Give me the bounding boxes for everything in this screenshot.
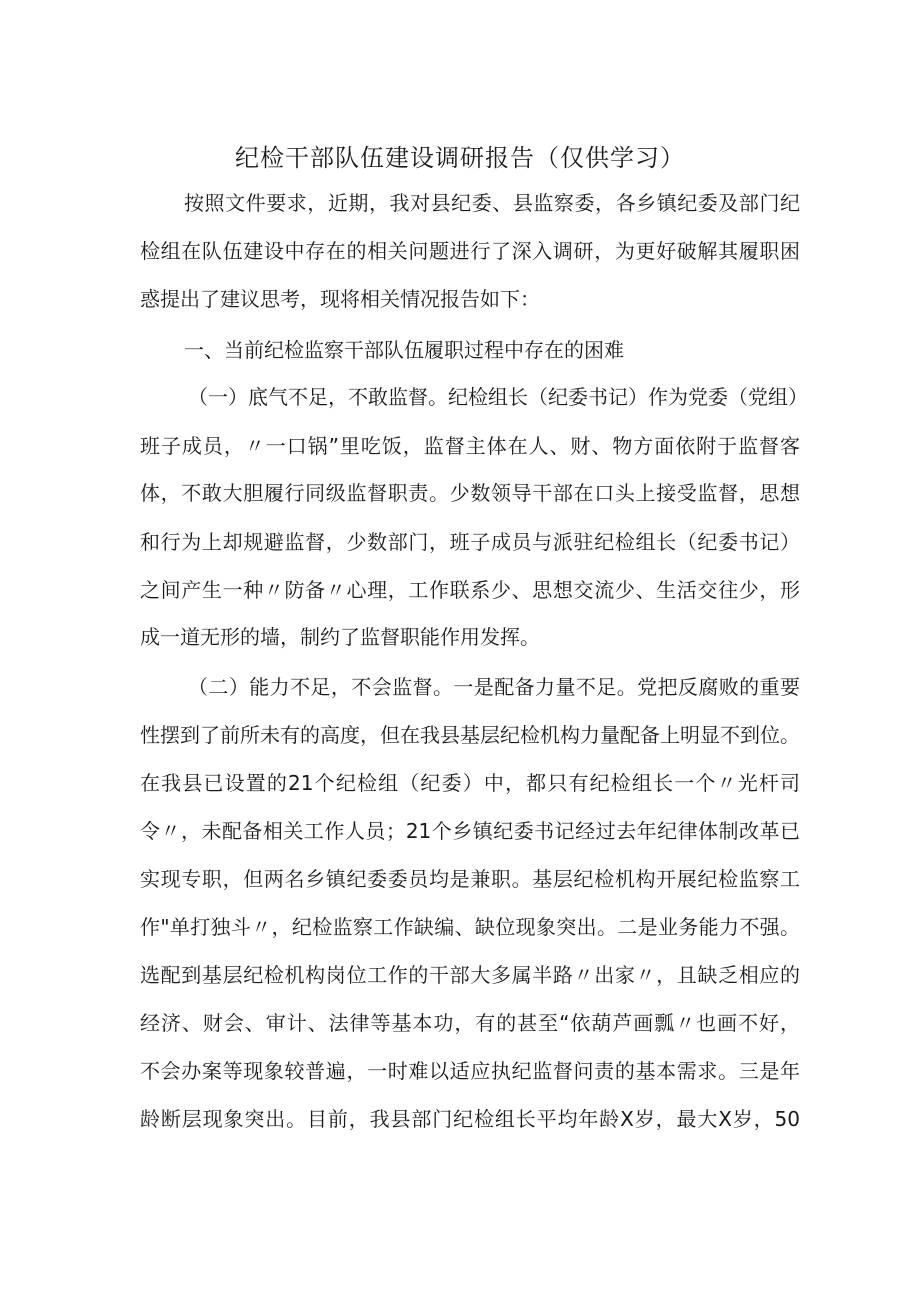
paragraph-line: 之间产生一种〃防备〃心理，工作联系少、思想交流少、生活交往少，形 xyxy=(140,578,800,602)
document-title: 纪检干部队伍建设调研报告（仅供学习） xyxy=(235,144,685,172)
paragraph-line: 按照文件要求，近期，我对县纪委、县监察委，各乡镇纪委及部门纪 xyxy=(184,191,800,215)
paragraph-line: 令〃，未配备相关工作人员；21个乡镇纪委书记经过去年纪律体制改革已 xyxy=(140,819,800,843)
paragraph-line: 经济、财会、审计、法律等基本功，有的甚至“依葫芦画瓢〃也画不好， xyxy=(140,1011,800,1035)
section-heading: 一、当前纪检监察干部队伍履职过程中存在的困难 xyxy=(184,338,624,362)
paragraph-line: （二）能力不足，不会监督。一是配备力量不足。党把反腐败的重要 xyxy=(188,675,800,699)
paragraph-line: 性摆到了前所未有的高度，但在我县基层纪检机构力量配备上明显不到位。 xyxy=(140,723,800,747)
paragraph-line: 作"单打独斗〃，纪检监察工作缺编、缺位现象突出。二是业务能力不强。 xyxy=(140,915,800,939)
paragraph-line: 不会办案等现象较普遍，一时难以适应执纪监督问责的基本需求。三是年 xyxy=(140,1059,800,1083)
paragraph-line: （一）底气不足，不敢监督。纪检组长（纪委书记）作为党委（党组） xyxy=(188,385,808,409)
paragraph-line: 检组在队伍建设中存在的相关问题进行了深入调研，为更好破解其履职困 xyxy=(140,239,800,263)
paragraph-line: 实现专职，但两名乡镇纪委委员均是兼职。基层纪检机构开展纪检监察工 xyxy=(140,867,800,891)
paragraph-line: 班子成员，〃一口锅”里吃饭，监督主体在人、财、物方面依附于监督客 xyxy=(140,434,800,458)
paragraph-line: 和行为上却规避监督，少数部门，班子成员与派驻纪检组长（纪委书记） xyxy=(140,530,800,554)
paragraph-line: 惑提出了建议思考，现将相关情况报告如下： xyxy=(140,287,540,311)
paragraph-line: 在我县已设置的21个纪检组（纪委）中，都只有纪检组长一个〃光杆司 xyxy=(140,771,800,795)
paragraph-line: 体，不敢大胆履行同级监督职责。少数领导干部在口头上接受监督，思想 xyxy=(140,481,800,505)
paragraph-line: 选配到基层纪检机构岗位工作的干部大多属半路〃出家〃，且缺乏相应的 xyxy=(140,963,800,987)
paragraph-line: 龄断层现象突出。目前，我县部门纪检组长平均年龄X岁，最大X岁，50 xyxy=(140,1107,800,1131)
paragraph-line: 成一道无形的墙，制约了监督职能作用发挥。 xyxy=(140,625,540,649)
